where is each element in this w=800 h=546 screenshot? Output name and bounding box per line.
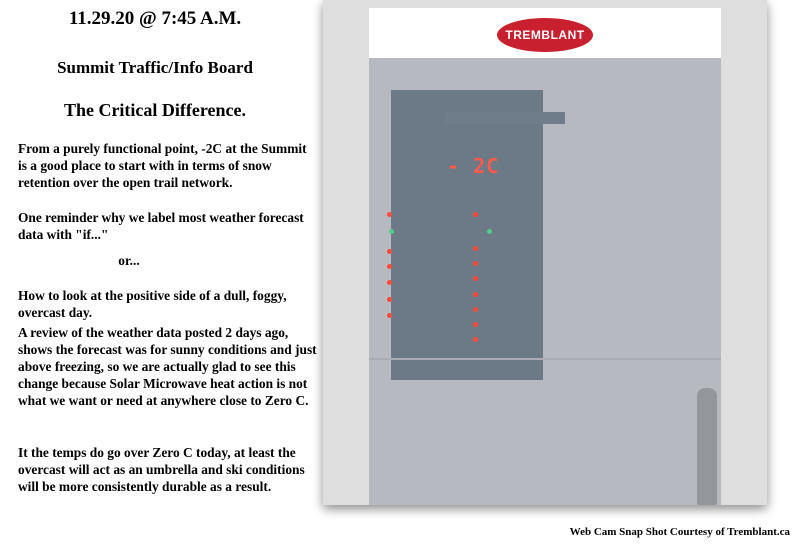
- headline: The Critical Difference.: [63, 100, 247, 120]
- led-left-green: [389, 229, 394, 234]
- board-temperature-display: - 2C: [447, 154, 500, 178]
- webcam-photo: [323, 0, 767, 505]
- date-time-heading: 11.29.20 @ 7:45 A.M.: [68, 8, 242, 29]
- led-right-3: [473, 261, 478, 266]
- led-right-green: [487, 229, 492, 234]
- paragraph-5: A review of the weather data posted 2 days ago, shows the forecast was for sunny conditions and just above freezing, so we are actually glad to see this change because Solar Microwave heat action is not what we want or need at anywhere close to Zero C.: [18, 325, 317, 408]
- paragraph-2: One reminder why we label most weather forecast data with "if...": [18, 210, 304, 242]
- foggy-scene: [369, 58, 721, 505]
- photo-credit: Web Cam Snap Shot Courtesy of Tremblant.ca: [569, 526, 790, 538]
- led-left-4: [387, 280, 392, 285]
- led-left-2: [387, 249, 392, 254]
- paragraph-4: How to look at the positive side of a dull, foggy, overcast day.: [18, 288, 287, 320]
- led-left-1: [387, 212, 392, 217]
- guard-rail: [369, 358, 721, 360]
- paragraph-3: or...: [118, 253, 140, 268]
- paragraph-6: It the temps do go over Zero C today, at least the overcast will act as an umbrella and ski conditions will be more consistently durable as a result.: [18, 445, 305, 494]
- led-right-4: [473, 276, 478, 281]
- led-right-7: [473, 322, 478, 327]
- paragraph-1: From a purely functional point, -2C at the Summit is a good place to start with in terms of snow retention over the open trail network.: [18, 141, 307, 190]
- led-left-6: [387, 313, 392, 318]
- tremblant-logo: TREMBLANT: [497, 18, 593, 52]
- led-right-8: [473, 337, 478, 342]
- led-right-1: [473, 212, 478, 217]
- led-right-6: [473, 307, 478, 312]
- person-silhouette: [697, 388, 717, 505]
- logo-banner: [369, 8, 721, 58]
- led-left-3: [387, 264, 392, 269]
- led-right-5: [473, 292, 478, 297]
- led-left-5: [387, 297, 392, 302]
- led-right-2: [473, 246, 478, 251]
- summit-info-board: [391, 90, 543, 380]
- subtitle-heading: Summit Traffic/Info Board: [57, 58, 253, 77]
- board-header-sign: [445, 112, 565, 124]
